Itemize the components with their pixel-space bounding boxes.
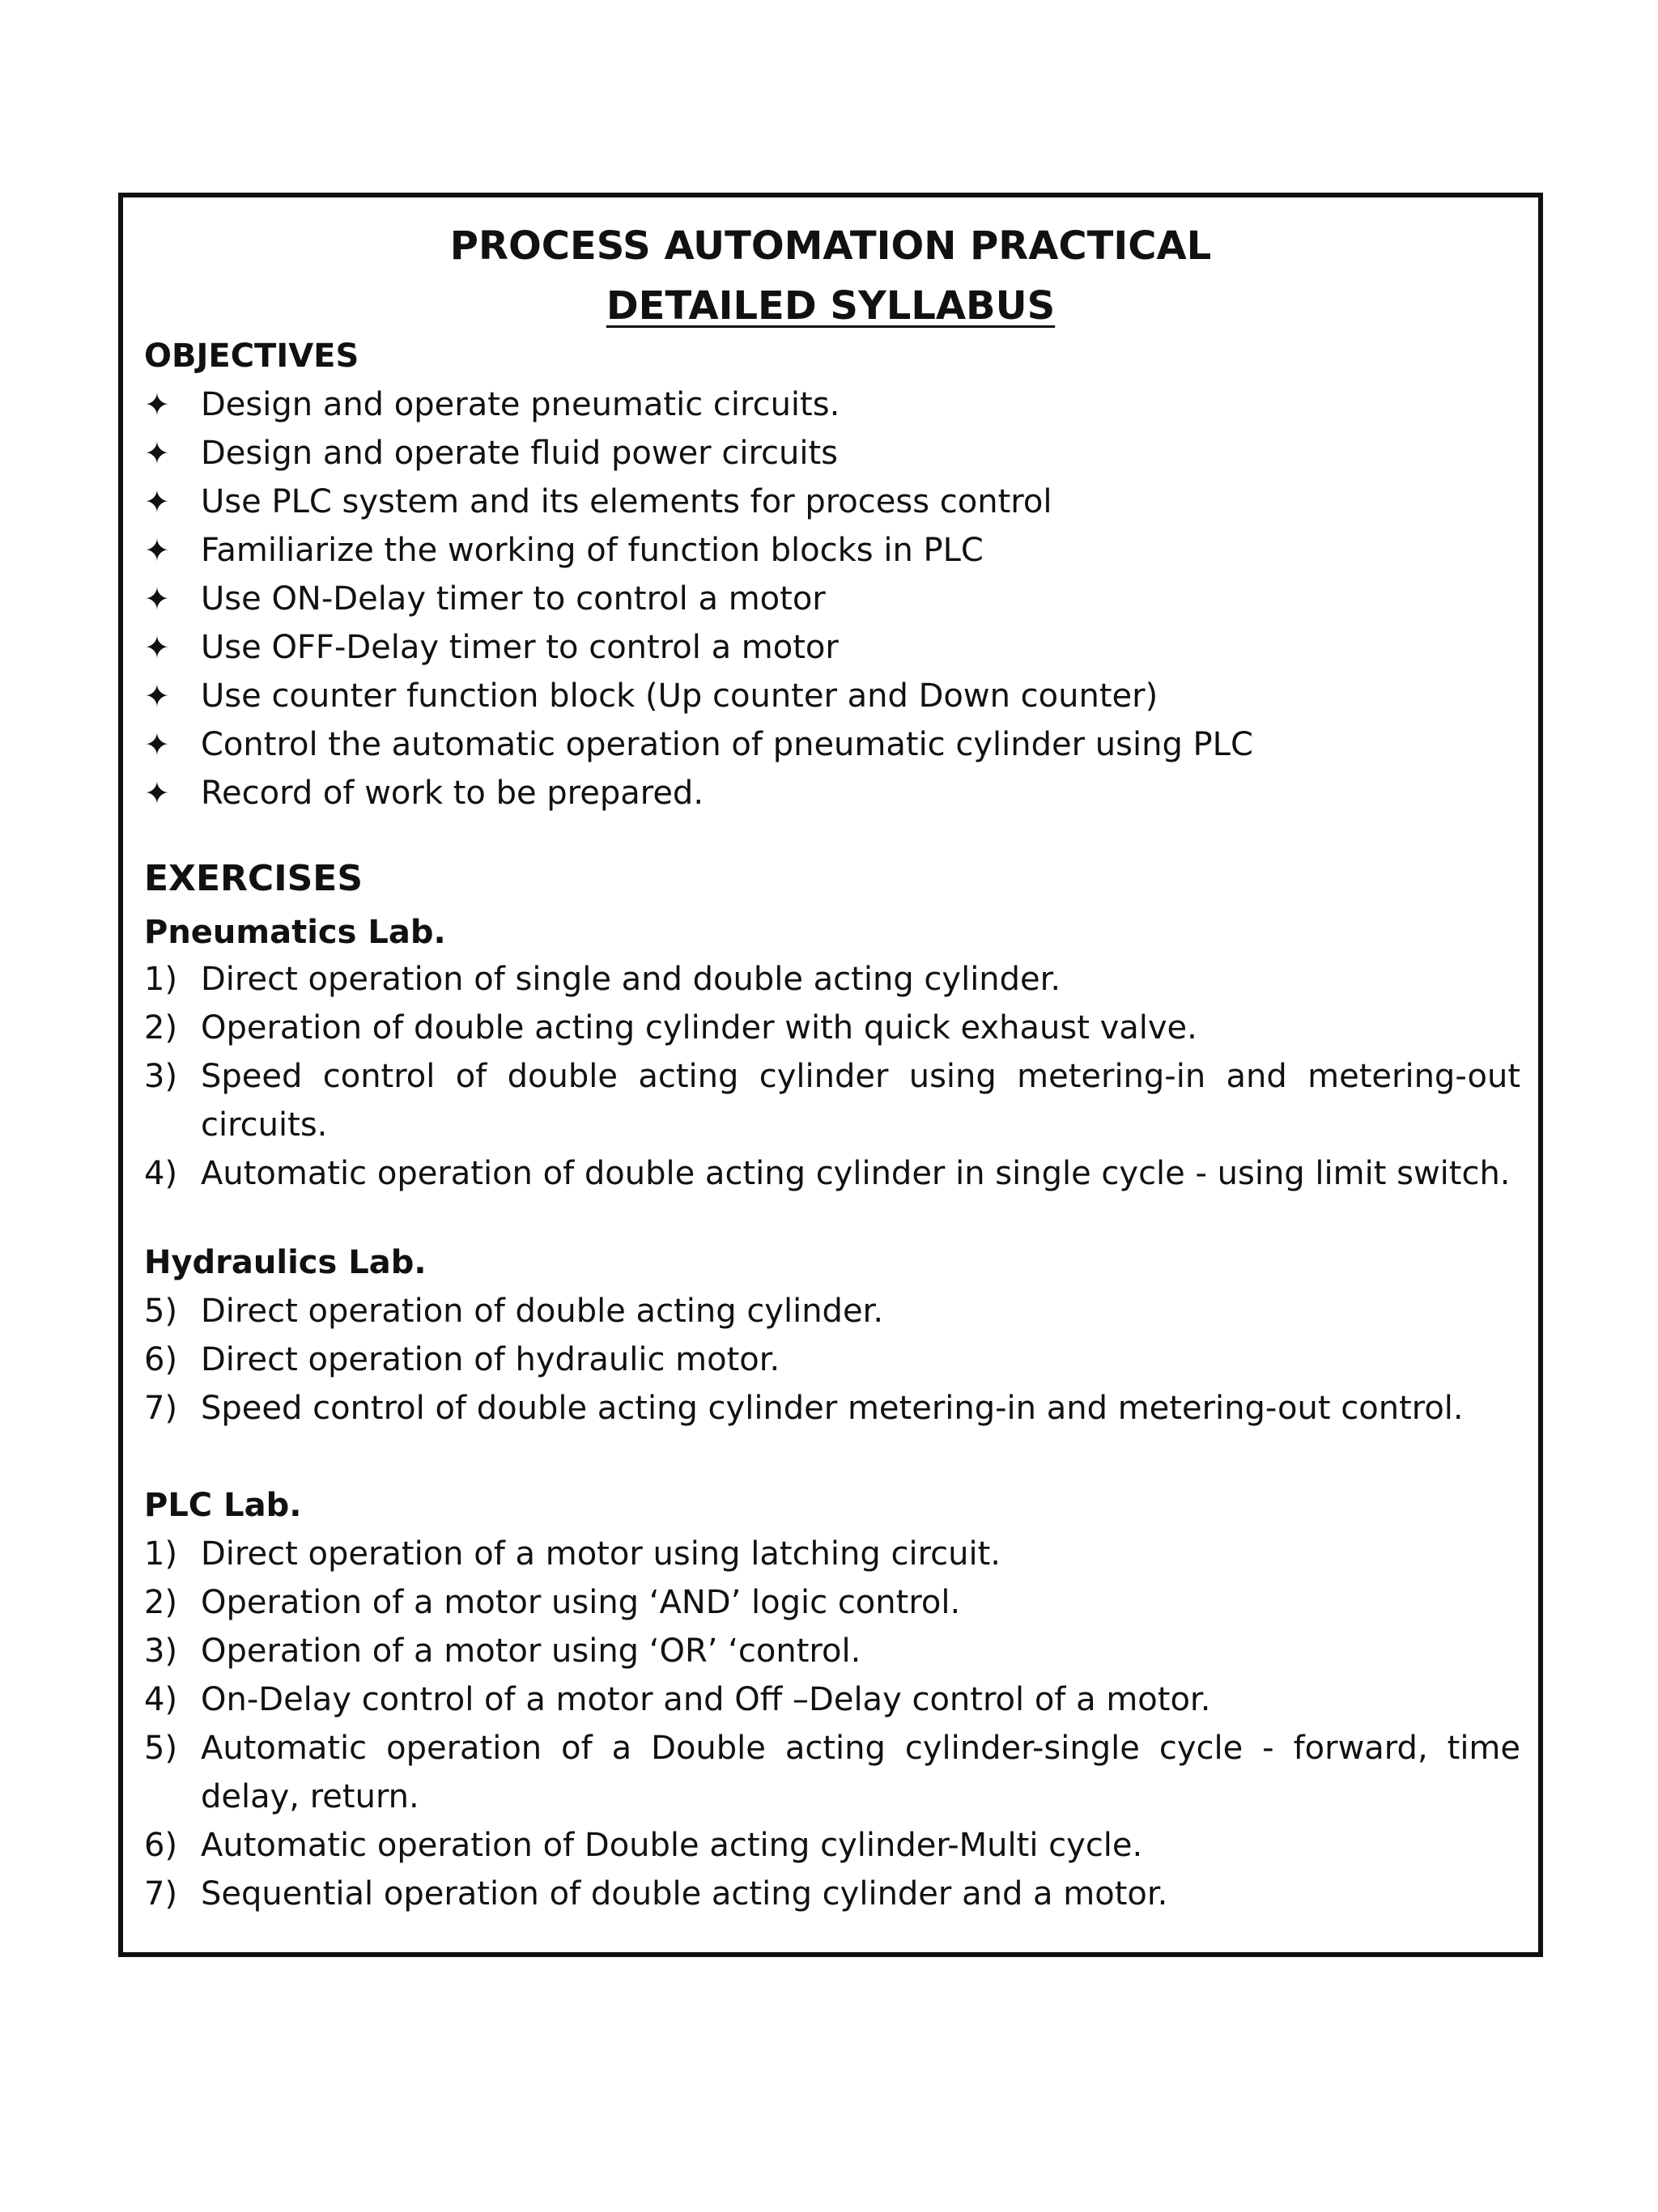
exercise-text: Sequential operation of double acting cylinder and a motor. xyxy=(201,1875,1168,1913)
objective-text: Use ON-Delay timer to control a motor xyxy=(201,580,826,618)
page-title: PROCESS AUTOMATION PRACTICAL xyxy=(449,223,1212,269)
exercise-text: Automatic operation of a Double acting cylinder-single cycle - forward, time xyxy=(201,1730,1520,1767)
item-number: 6) xyxy=(144,1827,178,1864)
objective-text: Design and operate fluid power circuits xyxy=(201,435,838,472)
item-number: 2) xyxy=(144,1009,178,1047)
page-subtitle: DETAILED SYLLABUS xyxy=(606,283,1056,329)
star-bullet-icon: ✦ xyxy=(144,775,170,811)
item-number: 1) xyxy=(144,961,178,998)
syllabus-frame xyxy=(118,193,1543,1957)
objective-text: Design and operate pneumatic circuits. xyxy=(201,386,840,423)
exercise-text: Speed control of double acting cylinder using metering-in and metering-out xyxy=(201,1058,1520,1095)
exercise-text: On-Delay control of a motor and Off –Delay control of a motor. xyxy=(201,1681,1211,1718)
exercise-text: Automatic operation of double acting cylinder in single cycle - using limit switch. xyxy=(201,1155,1511,1192)
item-number: 7) xyxy=(144,1390,178,1427)
item-number: 3) xyxy=(144,1632,178,1670)
star-bullet-icon: ✦ xyxy=(144,387,170,422)
star-bullet-icon: ✦ xyxy=(144,727,170,762)
pneumatics-lab-heading: Pneumatics Lab. xyxy=(144,914,446,951)
item-number: 7) xyxy=(144,1875,178,1913)
exercise-text-continuation: circuits. xyxy=(201,1106,328,1144)
exercise-text: Direct operation of double acting cylinder. xyxy=(201,1293,884,1330)
star-bullet-icon: ✦ xyxy=(144,678,170,714)
objective-text: Familiarize the working of function blocks in PLC xyxy=(201,532,984,569)
item-number: 1) xyxy=(144,1535,178,1573)
objective-text: Control the automatic operation of pneumatic cylinder using PLC xyxy=(201,726,1253,763)
item-number: 2) xyxy=(144,1584,178,1621)
exercise-text-continuation: delay, return. xyxy=(201,1778,419,1815)
item-number: 5) xyxy=(144,1730,178,1767)
star-bullet-icon: ✦ xyxy=(144,630,170,665)
item-number: 5) xyxy=(144,1293,178,1330)
star-bullet-icon: ✦ xyxy=(144,581,170,617)
exercises-heading: EXERCISES xyxy=(144,858,363,899)
objective-text: Record of work to be prepared. xyxy=(201,775,704,812)
exercise-text: Operation of double acting cylinder with quick exhaust valve. xyxy=(201,1009,1197,1047)
item-number: 3) xyxy=(144,1058,178,1095)
item-number: 6) xyxy=(144,1341,178,1378)
objective-text: Use PLC system and its elements for process control xyxy=(201,483,1052,520)
item-number: 4) xyxy=(144,1681,178,1718)
objective-text: Use OFF-Delay timer to control a motor xyxy=(201,629,839,666)
exercise-text: Speed control of double acting cylinder metering-in and metering-out control. xyxy=(201,1390,1464,1427)
exercise-text: Direct operation of a motor using latching circuit. xyxy=(201,1535,1001,1573)
hydraulics-lab-heading: Hydraulics Lab. xyxy=(144,1244,427,1281)
star-bullet-icon: ✦ xyxy=(144,533,170,568)
exercise-text: Operation of a motor using ‘AND’ logic control. xyxy=(201,1584,961,1621)
item-number: 4) xyxy=(144,1155,178,1192)
objectives-heading: OBJECTIVES xyxy=(144,338,359,375)
exercise-text: Operation of a motor using ‘OR’ ‘control. xyxy=(201,1632,861,1670)
plc-lab-heading: PLC Lab. xyxy=(144,1487,302,1524)
objective-text: Use counter function block (Up counter and Down counter) xyxy=(201,677,1158,715)
star-bullet-icon: ✦ xyxy=(144,484,170,520)
star-bullet-icon: ✦ xyxy=(144,435,170,471)
exercise-text: Automatic operation of Double acting cylinder-Multi cycle. xyxy=(201,1827,1143,1864)
exercise-text: Direct operation of hydraulic motor. xyxy=(201,1341,780,1378)
exercise-text: Direct operation of single and double acting cylinder. xyxy=(201,961,1061,998)
